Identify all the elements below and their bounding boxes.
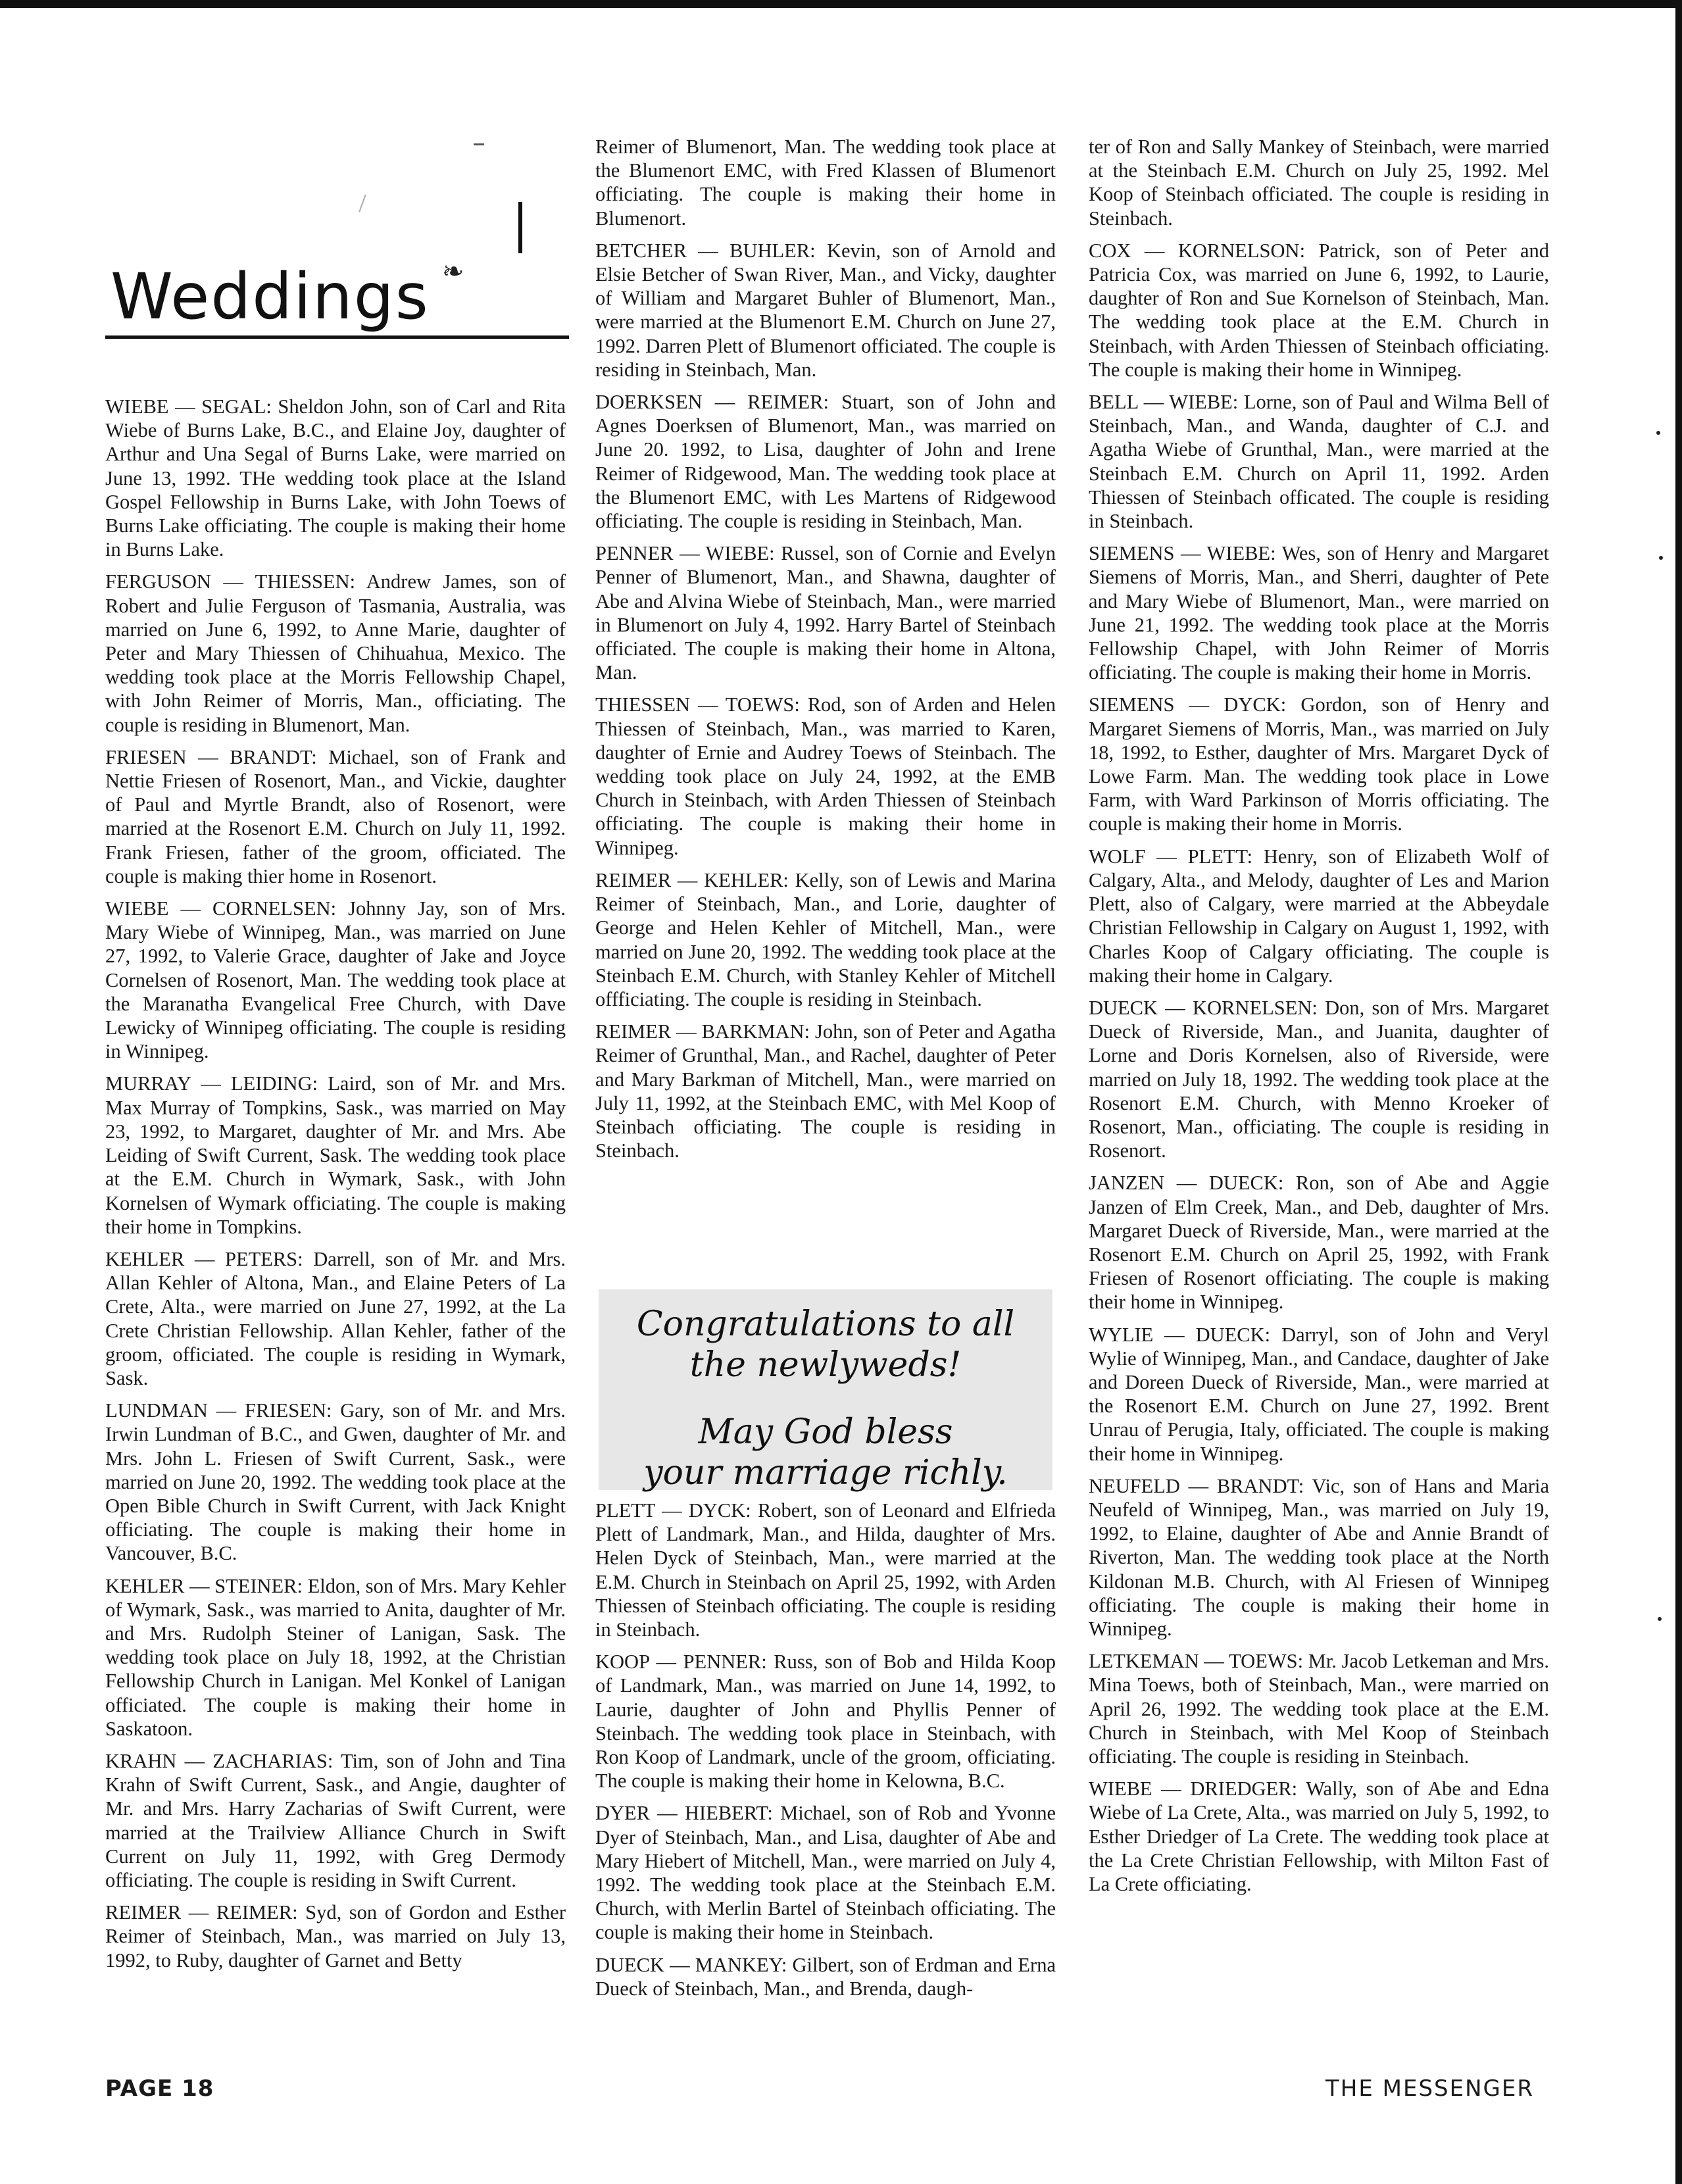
stray-dot — [1658, 1617, 1662, 1621]
column-1 — [105, 395, 566, 1981]
wedding-entry: DUECK — MANKEY: Gilbert, son of Erdman and Erna Dueck of Steinbach, Man., and Brenda, daugh- — [595, 1953, 1056, 2000]
wedding-entry: KRAHN — ZACHARIAS: Tim, son of John and Tina Krahn of Swift Current, Sask., and Angie, daughter of Mr. and Mrs. Harry Zacharias of Swift Current, were married at the Trailview Alliance Church in Swift Current on July 11, 1992, with Greg Dermody officiating. The couple is residing in Swift Current. — [105, 1749, 566, 1891]
congrats-line: your marriage richly. — [643, 1453, 1008, 1493]
stray-dot — [1656, 431, 1660, 435]
page-right-border — [1675, 0, 1682, 2184]
page-number: PAGE 18 — [105, 2075, 214, 2102]
wedding-entry: WIEBE — SEGAL: Sheldon John, son of Carl and Rita Wiebe of Burns Lake, B.C., and Elaine Joy, daughter of Arthur and Una Segal of Burns Lake, were married on June 13, 1992. THe wedding took place at the Island Gospel Fellowship in Burns Lake, with John Toews of Burns Lake officiating. The couple is making their home in Burns Lake. — [105, 395, 566, 561]
publication-name: THE MESSENGER — [1325, 2075, 1534, 2102]
title-rule — [105, 335, 569, 339]
wedding-entry: LETKEMAN — TOEWS: Mr. Jacob Letkeman and Mrs. Mina Toews, both of Steinbach, Man., were married on April 26, 1992. The wedding took place at the E.M. Church in Steinbach, with Mel Koop of Steinbach officiating. The couple is residing in Steinbach. — [1089, 1650, 1549, 1768]
congrats-line: Congratulations to all — [636, 1304, 1015, 1344]
congratulations-box — [599, 1289, 1052, 1493]
wedding-entry: WIEBE — CORNELSEN: Johnny Jay, son of Mrs. Mary Wiebe of Winnipeg, Man., was married on June 27, 1992, to Valerie Grace, daughter of Jake and Joyce Cornelsen of Rosenort, Man. The wedding took place at the Maranatha Evangelical Free Church, with Dave Lewicky of Winnipeg officiating. The couple is residing in Winnipeg. — [105, 897, 566, 1063]
wedding-entry: KOOP — PENNER: Russ, son of Bob and Hilda Koop of Landmark, Man., was married on June 14, 1992, to Laurie, daughter of John and Phyllis Penner of Steinbach. The wedding took place in Steinbach, with Ron Koop of Landmark, uncle of the groom, officiating. The couple is making their home in Kelowna, B.C. — [595, 1650, 1056, 1793]
decorative-glyph: ❧ — [442, 257, 464, 287]
wedding-entry: WIEBE — DRIEDGER: Wally, son of Abe and Edna Wiebe of La Crete, Alta., was married on July 5, 1992, to Esther Driedger of La Crete. The wedding took place at the La Crete Christian Fellowship, with Milton Fast of La Crete officiating. — [1089, 1777, 1549, 1896]
page-title: Weddings — [111, 260, 430, 334]
wedding-entry: DYER — HIEBERT: Michael, son of Rob and Yvonne Dyer of Steinbach, Man., and Lisa, daughter of Abe and Mary Hiebert of Mitchell, Man., were married on July 4, 1992. The wedding took place at the Steinbach E.M. Church, with Merlin Bartel of Steinbach officiating. The couple is making their home in Steinbach. — [595, 1802, 1056, 1944]
column-2 — [595, 135, 1056, 1171]
wedding-entry: FRIESEN — BRANDT: Michael, son of Frank and Nettie Friesen of Rosenort, Man., and Vickie, daughter of Paul and Myrtle Brandt, also of Rosenort, were married at the Rosenort E.M. Church on July 11, 1992. Frank Friesen, father of the groom, officiated. The couple is making thier home in Rosenort. — [105, 745, 566, 887]
wedding-entry: DUECK — KORNELSEN: Don, son of Mrs. Margaret Dueck of Riverside, Man., and Juanita, daughter of Lorne and Doris Kornelsen, also of Riverside, were married on July 18, 1992. The wedding took place at the Rosenort E.M. Church, with Menno Kroeker of Rosenort, Man., officiating. The couple is residing in Rosenort. — [1089, 996, 1549, 1162]
decorative-bar — [518, 202, 522, 253]
wedding-entry: MURRAY — LEIDING: Laird, son of Mr. and Mrs. Max Murray of Tompkins, Sask., was married on May 23, 1992, to Margaret, daughter of Mr. and Mrs. Abe Leiding of Swift Current, Sask. The wedding took place at the E.M. Church in Wymark, Sask., with John Kornelsen of Wymark officiating. The couple is making their home in Tompkins. — [105, 1072, 566, 1238]
page-top-border — [0, 0, 1682, 8]
wedding-entry: BELL — WIEBE: Lorne, son of Paul and Wilma Bell of Steinbach, Man., and Wanda, daughter of C.J. and Agatha Wiebe of Grunthal, Man., were married at the Steinbach E.M. Church on April 11, 1992. Arden Thiessen of Steinbach officated. The couple is residing in Steinbach. — [1089, 391, 1549, 533]
wedding-entry: DOERKSEN — REIMER: Stuart, son of John and Agnes Doerksen of Blumenort, Man., was married on June 20. 1992, to Lisa, daughter of John and Irene Reimer of Ridgewood, Man. The wedding took place at the Blumenort EMC, with Les Martens of Ridgewood officiating. The couple is residing in Steinbach, Man. — [595, 391, 1056, 533]
wedding-entry: COX — KORNELSON: Patrick, son of Peter and Patricia Cox, was married on June 6, 1992, to Laurie, daughter of Ron and Sue Kornelson of Steinbach, Man. The wedding took place at the E.M. Church in Steinbach, with Arden Thiessen of Steinbach officiating. The couple is making their home in Winnipeg. — [1089, 239, 1549, 381]
wedding-entry: JANZEN — DUECK: Ron, son of Abe and Aggie Janzen of Elm Creek, Man., and Deb, daughter of Mrs. Margaret Dueck of Riverside, Man., were married at the Rosenort E.M. Church on April 25, 1992, with Frank Friesen of Rosenort officiating. The couple is making their home in Winnipeg. — [1089, 1172, 1549, 1314]
wedding-entry: PENNER — WIEBE: Russel, son of Cornie and Evelyn Penner of Blumenort, Man., and Shawna, daughter of Abe and Alvina Wiebe of Steinbach, Man., were married in Blumenort on July 4, 1992. Harry Bartel of Steinbach officiated. The couple is making their home in Altona, Man. — [595, 542, 1056, 684]
column-2-lower — [595, 1499, 1056, 2009]
wedding-entry: Reimer of Blumenort, Man. The wedding took place at the Blumenort EMC, with Fred Klassen of Blumenort officiating. The couple is making their home in Blumenort. — [595, 136, 1056, 230]
wedding-entry: WOLF — PLETT: Henry, son of Elizabeth Wolf of Calgary, Alta., and Melody, daughter of Les and Marion Plett, also of Calgary, were married at the Abbeydale Christian Fellowship in Calgary on August 1, 1992, with Charles Koop of Calgary officiating. The couple is making their home in Calgary. — [1089, 845, 1549, 987]
congrats-line: the newlyweds! — [689, 1345, 962, 1385]
wedding-entry: SIEMENS — DYCK: Gordon, son of Henry and Margaret Siemens of Morris, Man., was married on July 18, 1992, to Esther, daughter of Mrs. Margaret Dyck of Lowe Farm. Man. The wedding took place in Lowe Farm, with Ward Parkinson of Morris officiating. The couple is making their home in Morris. — [1089, 693, 1549, 835]
wedding-entry: WYLIE — DUECK: Darryl, son of John and Veryl Wylie of Winnipeg, Man., and Candace, daughter of Jake and Doreen Dueck of Riverside, Man., were married at the Rosenort E.M. Church on June 27, 1992. Brent Unrau of Perugia, Italy, officiated. The couple is making their home in Winnipeg. — [1089, 1323, 1549, 1465]
wedding-entry: FERGUSON — THIESSEN: Andrew James, son of Robert and Julie Ferguson of Tasmania, Australia, was married on June 6, 1992, to Anne Marie, daughter of Peter and Mary Thiessen of Chihuahua, Mexico. The wedding took place at the Morris Fellowship Chapel, with John Reimer of Morris, Man., officiating. The couple is residing in Blumenort, Man. — [105, 570, 566, 736]
wedding-entry: KEHLER — STEINER: Eldon, son of Mrs. Mary Kehler of Wymark, Sask., was married to Anita, daughter of Mr. and Mrs. Rudolph Steiner of Lanigan, Sask. The wedding took place on July 18, 1992, at the Christian Fellowship Church in Lanigan. Mel Konkel of Lanigan officiated. The couple is making their home in Saskatoon. — [105, 1574, 566, 1740]
wedding-entry: SIEMENS — WIEBE: Wes, son of Henry and Margaret Siemens of Morris, Man., and Sherri, daughter of Pete and Mary Wiebe of Blumenort, Man., were married on June 21, 1992. The wedding took place at the Morris Fellowship Chapel, with John Reimer of Morris officiating. The couple is making their home in Morris. — [1089, 542, 1549, 684]
wedding-entry: REIMER — BARKMAN: John, son of Peter and Agatha Reimer of Grunthal, Man., and Rachel, daughter of Peter and Mary Barkman of Mitchell, Man., were married on July 11, 1992, at the Steinbach EMC, with Mel Koop of Steinbach officiating. The couple is residing in Steinbach. — [595, 1020, 1056, 1162]
wedding-entry: LUNDMAN — FRIESEN: Gary, son of Mr. and Mrs. Irwin Lundman of B.C., and Gwen, daughter of Mr. and Mrs. John L. Friesen of Swift Current, Sask., were married on June 20, 1992. The wedding took place at the Open Bible Church in Swift Current, with Jack Knight officiating. The couple is making their home in Vancouver, B.C. — [105, 1399, 566, 1565]
stray-dot — [1659, 556, 1663, 560]
wedding-entry: PLETT — DYCK: Robert, son of Leonard and Elfrieda Plett of Landmark, Man., and Hilda, daughter of Mrs. Helen Dyck of Steinbach, Man., were married at the E.M. Church in Steinbach on April 25, 1992, with Arden Thiessen of Steinbach officiating. The couple is residing in Steinbach. — [595, 1499, 1056, 1641]
wedding-entry: BETCHER — BUHLER: Kevin, son of Arnold and Elsie Betcher of Swan River, Man., and Vicky, daughter of William and Margaret Buhler of Blumenort, Man., were married at the Blumenort E.M. Church on June 27, 1992. Darren Plett of Blumenort officiated. The couple is residing in Steinbach, Man. — [595, 239, 1056, 381]
decorative-mark — [474, 143, 484, 145]
wedding-entry: ter of Ron and Sally Mankey of Steinbach, were married at the Steinbach E.M. Church on July 25, 1992. Mel Koop of Steinbach officiated. The couple is residing in Steinbach. — [1089, 136, 1549, 230]
decorative-mark — [359, 195, 366, 212]
wedding-entry: KEHLER — PETERS: Darrell, son of Mr. and Mrs. Allan Kehler of Altona, Man., and Elaine Peters of La Crete, Alta., were married on June 27, 1992, at the La Crete Christian Fellowship. Allan Kehler, father of the groom, officiated. The couple is residing in Wymark, Sask. — [105, 1247, 566, 1389]
wedding-entry: REIMER — REIMER: Syd, son of Gordon and Esther Reimer of Steinbach, Man., was married on July 13, 1992, to Ruby, daughter of Garnet and Betty — [105, 1901, 566, 1972]
wedding-entry: NEUFELD — BRANDT: Vic, son of Hans and Maria Neufeld of Winnipeg, Man., was married on July 19, 1992, to Elaine, daughter of Abe and Annie Brandt of Riverton, Man. The wedding took place at the North Kildonan M.B. Church, with Al Friesen of Winnipeg officiating. The couple is making their home in Winnipeg. — [1089, 1474, 1549, 1640]
wedding-entry: THIESSEN — TOEWS: Rod, son of Arden and Helen Thiessen of Steinbach, Man., was married to Karen, daughter of Ernie and Audrey Toews of Steinbach. The wedding took place on July 24, 1992, at the EMB Church in Steinbach, with Arden Thiessen of Steinbach officiating. The couple is making their home in Winnipeg. — [595, 693, 1056, 859]
wedding-entry: REIMER — KEHLER: Kelly, son of Lewis and Marina Reimer of Steinbach, Man., and Lorie, daughter of George and Helen Kehler of Mitchell, Man., were married on June 20, 1992. The wedding took place at the Steinbach E.M. Church, with Stanley Kehler of Mitchell offficiating. The couple is residing in Steinbach. — [595, 868, 1056, 1010]
congrats-line: May God bless — [698, 1412, 953, 1452]
column-3 — [1089, 135, 1549, 1904]
